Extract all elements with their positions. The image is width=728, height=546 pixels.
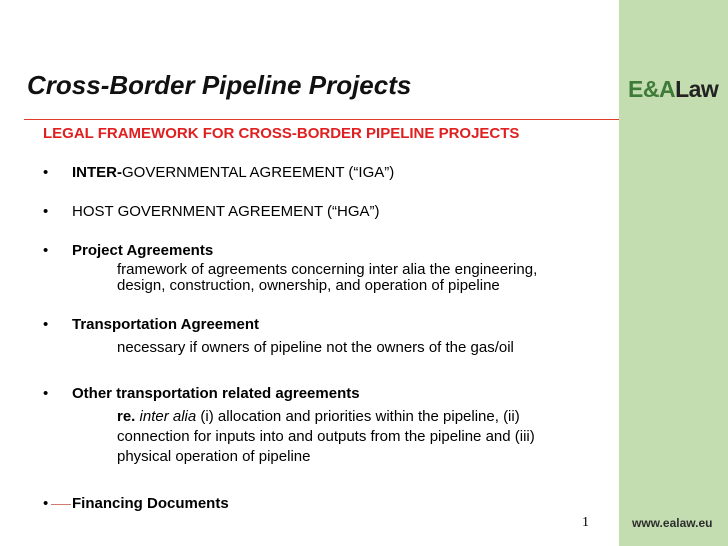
list-item-detail: design, construction, ownership, and operation of pipeline (117, 277, 500, 294)
list-item-detail: physical operation of pipeline (117, 448, 311, 465)
bullet-icon: • (43, 203, 49, 220)
page-number: 1 (582, 515, 589, 530)
logo-part-law: Law (675, 76, 719, 102)
list-item-label: HOST GOVERNMENT AGREEMENT (“HGA”) (72, 203, 380, 220)
list-item-project-agreements (43, 242, 213, 259)
list-item-detail: necessary if owners of pipeline not the owners of the gas/oil (117, 339, 514, 356)
list-item-detail (117, 407, 520, 427)
slide-subtitle: LEGAL FRAMEWORK FOR CROSS-BORDER PIPELINE PROJECTS (43, 125, 520, 142)
list-item-iga (43, 164, 394, 181)
website-url: www.ealaw.eu (632, 516, 713, 530)
title-divider (24, 119, 619, 120)
bullet-icon: • (43, 385, 49, 402)
list-item-label: Financing Documents (72, 495, 229, 512)
list-item-other-agreements (43, 385, 360, 402)
detail-prefix: re. (117, 408, 136, 425)
slide-title: Cross-Border Pipeline Projects (27, 70, 412, 100)
list-item-label: Project Agreements (72, 242, 214, 259)
list-item-financing-documents (43, 495, 229, 512)
bullet-icon: • (43, 495, 49, 512)
list-item-label: Other transportation related agreements (72, 385, 360, 402)
bullet-icon: • (43, 164, 49, 181)
list-item-transportation-agreement (43, 316, 259, 333)
bullet-icon: • (43, 242, 49, 259)
list-item-detail: connection for inputs into and outputs from the pipeline and (iii) (117, 428, 535, 445)
list-item-hga (43, 203, 380, 220)
list-item-label-bold: INTER- (72, 164, 122, 181)
detail-italic: inter alia (139, 408, 197, 425)
ealaw-logo (628, 76, 718, 103)
list-item-detail: framework of agreements concerning inter alia the engineering, (117, 261, 538, 278)
bullet-icon: • (43, 316, 49, 333)
list-item-label: Transportation Agreement (72, 316, 259, 333)
detail-text: (i) allocation and priorities within the pipeline, (ii) (200, 408, 520, 425)
list-item-label: GOVERNMENTAL AGREEMENT (“IGA”) (122, 164, 395, 181)
logo-part-ea: E&A (628, 76, 676, 102)
